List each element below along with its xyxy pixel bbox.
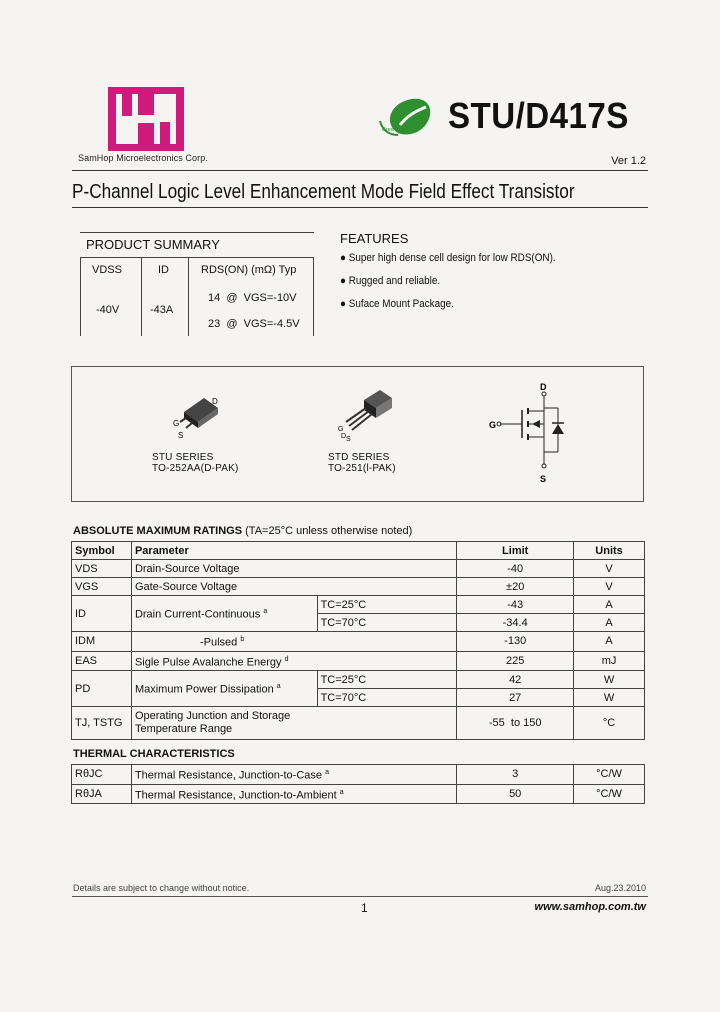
limit-cell: -55 to 150 bbox=[457, 707, 574, 740]
unit-cell: W bbox=[574, 671, 645, 689]
unit-cell: V bbox=[574, 578, 645, 596]
unit-cell: °C/W bbox=[574, 784, 645, 804]
vdss-value: -40V bbox=[96, 304, 120, 316]
col-limit: Limit bbox=[457, 542, 574, 560]
std-package-label: TO-251(l-PAK) bbox=[328, 463, 396, 474]
page-title: P-Channel Logic Level Enhancement Mode Field Effect Transistor bbox=[72, 181, 575, 203]
symbol-cell: PD bbox=[72, 671, 132, 707]
pin-d-label: D bbox=[341, 433, 347, 440]
part-number: STU/D417S bbox=[448, 95, 629, 136]
symbol-cell: TJ, TSTG bbox=[72, 707, 132, 740]
limit-cell: -130 bbox=[457, 632, 574, 652]
col-symbol: Symbol bbox=[72, 542, 132, 560]
samhop-logo bbox=[108, 87, 184, 151]
parameter-cell: Thermal Resistance, Junction-to-Case $^a$ bbox=[131, 765, 456, 785]
footer-date: Aug.23.2010 bbox=[594, 883, 646, 893]
version-label: Ver 1.2 bbox=[611, 155, 646, 167]
product-summary-title: PRODUCT SUMMARY bbox=[86, 237, 220, 252]
footer-divider bbox=[72, 896, 648, 897]
unit-cell: V bbox=[574, 560, 645, 578]
table-row bbox=[72, 765, 645, 785]
symbol-cell: ID bbox=[72, 596, 132, 632]
rds-value-2: 23 @ VGS=-4.5V bbox=[208, 318, 300, 330]
divider bbox=[72, 170, 648, 171]
pin-g-label: G bbox=[338, 426, 344, 433]
pin-s-label: S bbox=[178, 431, 184, 440]
mosfet-symbol-icon bbox=[486, 380, 576, 486]
parameter-cell: Sigle Pulse Avalanche Energy $^d$ bbox=[131, 651, 456, 671]
website-link[interactable]: www.samhop.com.tw bbox=[534, 901, 646, 913]
parameter-cell: Maximum Power Dissipation $^a$ bbox=[131, 671, 317, 707]
symbol-cell: EAS bbox=[72, 651, 132, 671]
stu-series-label: STU SERIES bbox=[152, 452, 214, 463]
table-row bbox=[72, 560, 645, 578]
symbol-cell: RθJC bbox=[72, 765, 132, 785]
unit-cell: °C/W bbox=[574, 765, 645, 785]
table-row bbox=[72, 707, 645, 740]
unit-cell: A bbox=[574, 596, 645, 614]
pin-g-label: G bbox=[489, 420, 497, 430]
limit-cell: 50 bbox=[457, 784, 574, 804]
parameter-cell: Drain-Source Voltage bbox=[131, 560, 456, 578]
abs-max-title: ABSOLUTE MAXIMUM RATINGS (TA=25°C unless otherwise noted) bbox=[73, 525, 413, 537]
feature-item: ● Rugged and reliable. bbox=[340, 275, 441, 287]
dpak-package-icon bbox=[170, 392, 230, 442]
id-value: -43A bbox=[150, 304, 174, 316]
col-parameter: Parameter bbox=[131, 542, 456, 560]
abs-max-table bbox=[71, 541, 645, 740]
unit-cell: A bbox=[574, 632, 645, 652]
parameter-cell: Operating Junction and Storage Temperature Range bbox=[131, 707, 456, 740]
unit-cell: °C bbox=[574, 707, 645, 740]
unit-cell: W bbox=[574, 689, 645, 707]
limit-cell: -43 bbox=[457, 596, 574, 614]
limit-cell: -40 bbox=[457, 560, 574, 578]
feature-item: ● Suface Mount Package. bbox=[340, 298, 454, 310]
table-header-row bbox=[72, 542, 645, 560]
stu-package-label: TO-252AA(D-PAK) bbox=[152, 463, 239, 474]
thermal-table bbox=[71, 764, 645, 804]
unit-cell: mJ bbox=[574, 651, 645, 671]
col-id: ID bbox=[158, 264, 169, 276]
limit-cell: 27 bbox=[457, 689, 574, 707]
pin-d-label: D bbox=[212, 397, 218, 406]
symbol-cell: VGS bbox=[72, 578, 132, 596]
std-series-label: STD SERIES bbox=[328, 452, 390, 463]
green-product-leaf-icon bbox=[378, 95, 436, 137]
footer-note: Details are subject to change without notice. bbox=[73, 883, 250, 893]
symbol-cell: IDM bbox=[72, 632, 132, 652]
table-row bbox=[72, 596, 645, 614]
symbol-cell: VDS bbox=[72, 560, 132, 578]
table-row bbox=[72, 632, 645, 652]
rds-value-1: 14 @ VGS=-10V bbox=[208, 292, 297, 304]
col-vdss: VDSS bbox=[92, 264, 122, 276]
leaf-text: Green Product bbox=[382, 127, 415, 133]
parameter-cell: -Pulsed $^b$ bbox=[131, 632, 456, 652]
condition-cell: TC=70°C bbox=[317, 689, 457, 707]
page-number: 1 bbox=[361, 901, 368, 915]
table-row bbox=[72, 651, 645, 671]
table-row bbox=[72, 784, 645, 804]
limit-cell: ±20 bbox=[457, 578, 574, 596]
symbol-cell: RθJA bbox=[72, 784, 132, 804]
pin-s-label: S bbox=[346, 436, 351, 442]
thermal-title: THERMAL CHARACTERISTICS bbox=[73, 748, 235, 760]
limit-cell: 225 bbox=[457, 651, 574, 671]
parameter-cell: Gate-Source Voltage bbox=[131, 578, 456, 596]
condition-cell: TC=25°C bbox=[317, 671, 457, 689]
col-rds: RDS(ON) (mΩ) Typ bbox=[201, 264, 297, 276]
feature-item: ● Super high dense cell design for low RDS(ON). bbox=[340, 252, 556, 264]
company-name: SamHop Microelectronics Corp. bbox=[78, 153, 208, 163]
col-units: Units bbox=[574, 542, 645, 560]
parameter-cell: Thermal Resistance, Junction-to-Ambient $^a$ bbox=[131, 784, 456, 804]
pin-g-label: G bbox=[173, 419, 180, 428]
ipak-package-icon bbox=[334, 386, 398, 442]
table-row bbox=[72, 578, 645, 596]
pin-s-label: S bbox=[540, 474, 547, 484]
pin-d-label: D bbox=[540, 382, 547, 392]
unit-cell: A bbox=[574, 614, 645, 632]
condition-cell: TC=25°C bbox=[317, 596, 457, 614]
divider bbox=[72, 207, 648, 208]
features-title: FEATURES bbox=[340, 231, 409, 246]
condition-cell: TC=70°C bbox=[317, 614, 457, 632]
parameter-cell: Drain Current-Continuous $^a$ bbox=[131, 596, 317, 632]
table-row bbox=[72, 671, 645, 689]
limit-cell: 3 bbox=[457, 765, 574, 785]
limit-cell: 42 bbox=[457, 671, 574, 689]
limit-cell: -34.4 bbox=[457, 614, 574, 632]
